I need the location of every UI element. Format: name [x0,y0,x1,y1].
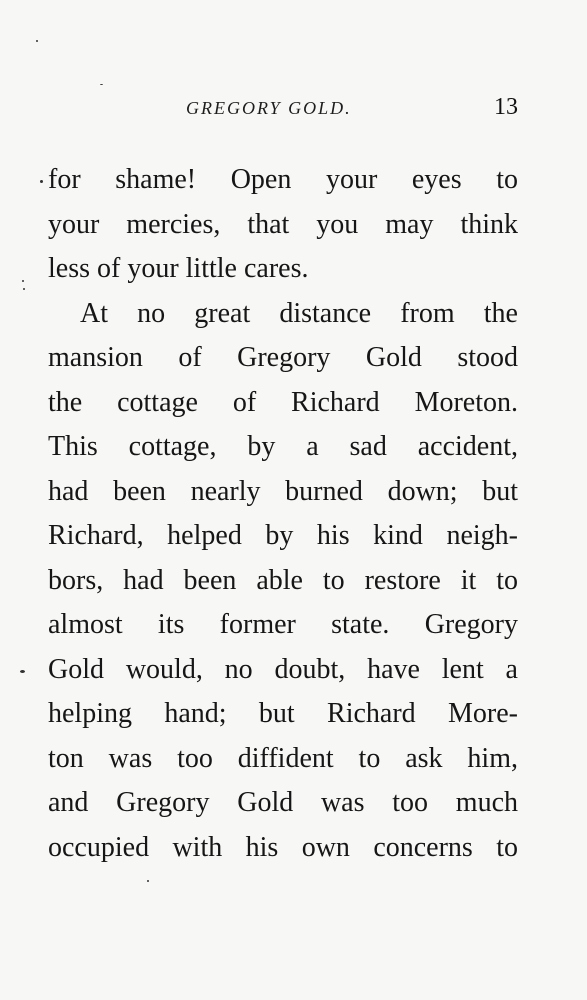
text-line: almost its former state. Gregory [48,609,518,640]
text-line: less of your little cares. [48,253,309,284]
page-number: 13 [494,94,518,120]
text-line: At no great distance from the [80,297,518,329]
text-line: Richard, helped by his kind neigh- [48,520,518,551]
print-speck [100,84,103,85]
text-line: had been nearly burned down; but [48,475,518,507]
text-line: your mercies, that you may think [48,208,518,240]
text-line: occupied with his own concerns to [48,831,518,863]
print-speck [40,180,43,183]
text-line: ton was too diffident to ask him, [48,742,518,774]
text-line: Gold would, no doubt, have lent a [48,653,518,685]
print-speck [147,880,149,882]
body-text [48,158,518,870]
print-speck [20,670,25,673]
text-line: and Gregory Gold was too much [48,787,518,818]
text-line: This cottage, by a sad accident, [48,431,518,462]
print-speck [22,280,24,282]
running-head [48,94,520,126]
text-line: mansion of Gregory Gold stood [48,342,518,373]
text-line: bors, had been able to restore it to [48,564,518,596]
running-title: GREGORY GOLD. [186,98,352,118]
print-speck [23,288,25,290]
text-line: helping hand; but Richard More- [48,698,518,729]
text-line: for shame! Open your eyes to [48,164,518,195]
text-line: the cottage of Richard Moreton. [48,386,518,418]
print-speck [36,40,38,42]
